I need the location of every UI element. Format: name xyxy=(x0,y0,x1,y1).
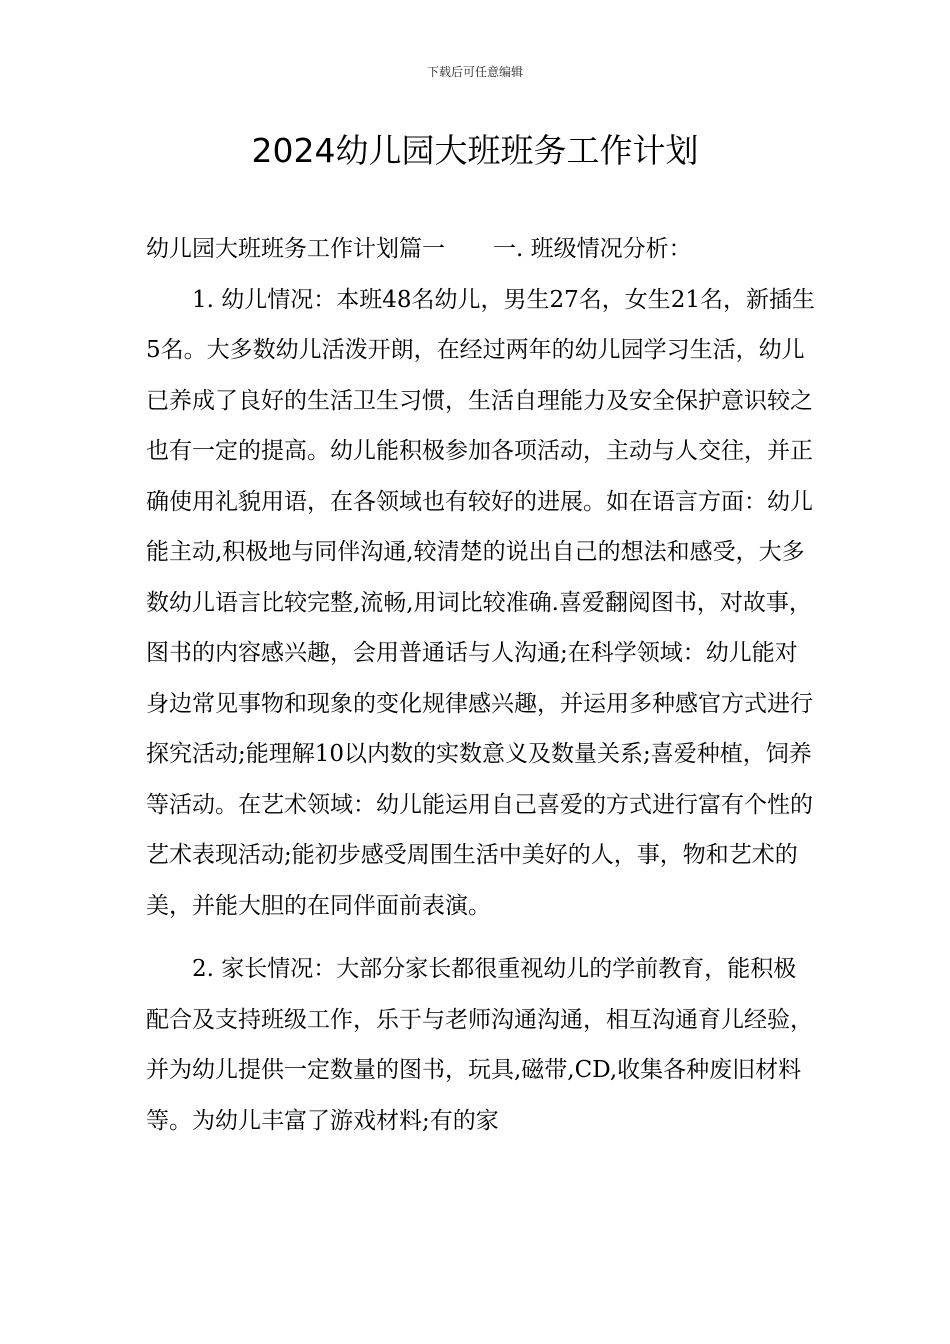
section-heading-text: 一. 班级情况分析： xyxy=(493,236,692,262)
header-note: 下载后可任意编辑 xyxy=(426,65,523,79)
paragraph-parents-situation: 2. 家长情况：大部分家长都很重视幼儿的学前教育，能积极配合及支持班级工作，乐于与老师沟通沟通，相互沟通育儿经验，并为幼儿提供一定数量的图书，玩具,磁带,CD,收集各种废旧材料等。为幼儿丰富了游戏材料;有的家 xyxy=(146,956,813,1134)
paragraph-children-situation: 1. 幼儿情况：本班48名幼儿，男生27名，女生21名，新插生5名。大多数幼儿活泼开朗，在经过两年的幼儿园学习生活，幼儿已养成了良好的生活卫生习惯，生活自理能力及安全保护意识较之也有一定的提高。幼儿能积极参加各项活动，主动与人交往，并正确使用礼貌用语，在各领域也有较好的进展。如在语言方面：幼儿能主动,积极地与同伴沟通,较清楚的说出自己的想法和感受，大多数幼儿语言比较完整,流畅,用词比较准确.喜爱翻阅图书，对故事，图书的内容感兴趣，会用普通话与人沟通;在科学领域：幼儿能对身边常见事物和现象的变化规律感兴趣，并运用多种感官方式进行探究活动;能理解10以内数的实数意义及数量关系;喜爱种植，饲养等活动。在艺术领域：幼儿能运用自己喜爱的方式进行富有个性的艺术表现活动;能初步感受周围生活中美好的人，事，物和艺术的美，并能大胆的在同伴面前表演。 xyxy=(146,286,816,919)
document-body xyxy=(146,224,818,1146)
section-heading-line xyxy=(146,224,818,275)
subtitle-text: 幼儿园大班班务工作计划篇一 xyxy=(146,236,445,262)
document-title: 2024幼儿园大班班务工作计划 xyxy=(251,131,699,170)
